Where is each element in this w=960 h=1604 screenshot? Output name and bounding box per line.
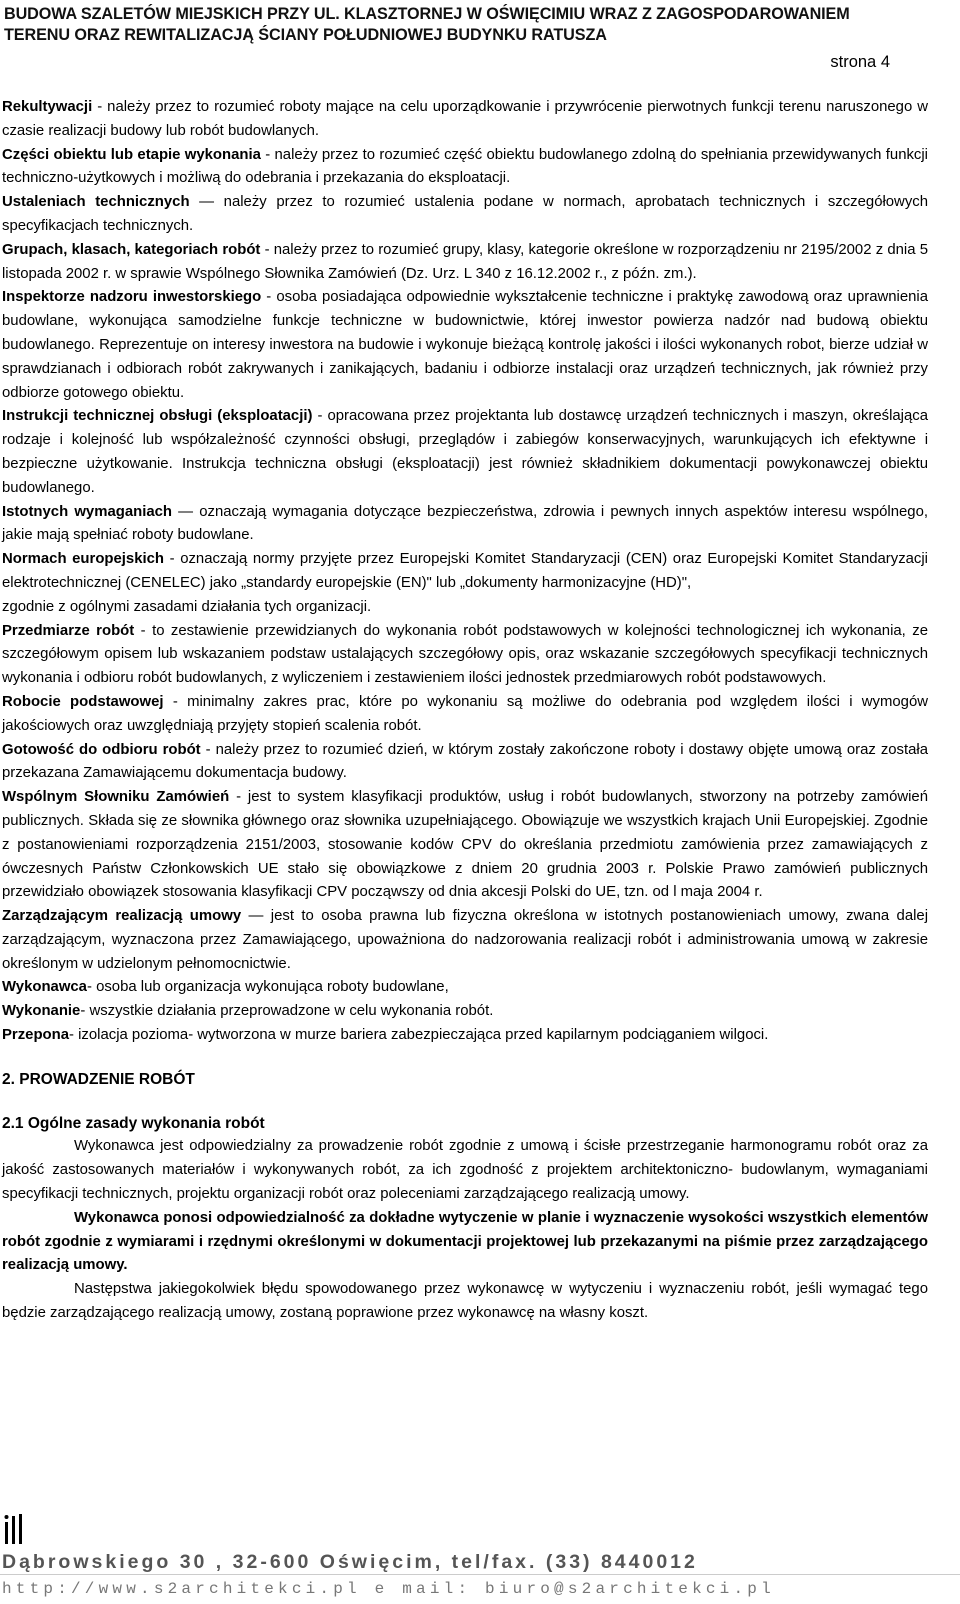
document-header-title [4, 4, 944, 46]
header-title-line2: TERENU ORAZ REWITALIZACJĄ ŚCIANY POŁUDNIOWEJ BUDYNKU RATUSZA [4, 26, 607, 44]
definition-text: - należy przez to rozumieć roboty mające na celu uporządkowanie i przywrócenie pierwotnych funkcji terenu naruszonego w czasie realizacji budowy lub robót budowlanych. [2, 99, 928, 139]
subsection-heading: 2.1 Ogólne zasady wykonania robót [2, 1114, 265, 1132]
definition-term: Części obiektu lub etapie wykonania [2, 146, 261, 163]
definition-text: — należy przez to rozumieć ustalenia podane w normach, aprobatach technicznych i szczegółowych specyfikacjach technicznych. [2, 194, 928, 234]
definition-text: - jest to system klasyfikacji produktów, usług i robót budowlanych, stworzony na potrzeby zamówień publicznych. Składa się ze słownika głównego oraz słownika uzupełniającego. Obowiązuje we wszystkich krajach Unii Europejskiej. Zgodnie z postanowieniami rozporządzenia 2151/2003, stosowanie kodów CPV do określania przedmiotu zamówienia przez zamawiających z ówczesnych Państw Członkowskich UE stało się obowiązkowe z dniem 20 grudnia 2003 r. Polskie Prawo zamówień publicznych przewidziało obowiązek stosowania klasyfikacji CPV począwszy od dnia akcesji Polski do UE, tzn. od l maja 2004 r. [2, 789, 928, 901]
definition-text: - minimalny zakres prac, które po wykonaniu są możliwe do odebrania pod względem ilości i wymogów jakościowych oraz uwzględniają przyjęty stopień scalenia robót. [2, 693, 928, 734]
definition-item [2, 548, 928, 596]
document-body [2, 96, 928, 1326]
definition-text: zgodnie z ogólnymi zasadami działania tych organizacji. [2, 598, 372, 615]
header-title-line1: BUDOWA SZALETÓW MIEJSKICH PRZY UL. KLASZTORNEJ W OŚWIĘCIMIU WRAZ Z ZAGOSPODAROWANIEM [4, 5, 850, 23]
definition-term: Wykonawca [2, 979, 87, 996]
definition-text: - należy przez to rozumieć część obiektu budowlanego zdolną do spełniania przewidywanych funkcji techniczno-użytkowych i możliwą do odebrania i przekazania do eksploatacji. [2, 146, 928, 187]
definition-item [2, 239, 928, 287]
definition-item [2, 96, 928, 144]
definition-term: Przedmiarze robót [2, 622, 135, 639]
page-number: strona 4 [830, 53, 890, 71]
definition-text: - osoba posiadająca odpowiednie wykształcenie techniczne i praktykę zawodową oraz uprawnienia budowlane, wykonująca samodzielne funkcje techniczne w budownictwie, której inwestor powierza nadzór nad budową obiektu budowlanego. Reprezentuje on interesy inwestora na budowie i wykonuje bieżącą kontrolę jakości i ilości wykonanych robot, bierze udział w sprawdzianach i odbiorach robót zakrywanych i zanikających, badaniu i odbiorze instalacji oraz urządzeń technicznych, jak również przy odbiorze gotowego obiektu. [2, 289, 928, 401]
definition-term: Wykonanie [2, 1003, 81, 1020]
definition-item [2, 596, 928, 620]
definition-item [2, 501, 928, 549]
definition-text: - osoba lub organizacja wykonująca roboty budowlane, [86, 979, 449, 996]
definition-item [2, 691, 928, 739]
section-heading: 2. PROWADZENIE ROBÓT [2, 1070, 195, 1088]
definition-term: Ustaleniach technicznych [2, 194, 190, 211]
definition-text: - wszystkie działania przeprowadzone w celu wykonania robót. [80, 1003, 494, 1020]
definitions-list [2, 96, 928, 1048]
company-logo-icon [2, 1512, 28, 1548]
paragraph-2-bold: Wykonawca ponosi odpowiedzialność za dokładne wytyczenie w planie i wyznaczenie wysokości wszystkich elementów robót zgodnie z wymiarami i rzędnymi określonymi w dokumentacji projektowej lub przekazanymi na piśmie przez zarządzającego realizacją umowy. [2, 1209, 928, 1274]
definition-term: Instrukcji technicznej obsługi (eksploatacji) [2, 408, 313, 425]
definition-text: - opracowana przez projektanta lub dostawcę urządzeń technicznych i maszyn, określająca rodzaje i kolejność lub współzależność czynności obsługi, przeglądów i zabiegów konserwacyjnych, warunkujących ich efektywne i bezpieczne użytkowanie. Instrukcja techniczna obsługi (eksploatacji) jest również składnikiem dokumentacji powykonawczej obiektu budowlanego. [2, 408, 928, 496]
definition-text: - to zestawienie przewidzianych do wykonania robót podstawowych w kolejności technologicznej ich wykonania, ze szczegółowym opisem lub wskazaniem podstaw ustalających szczegółowy opis, oraz wskazanie szczegółowych specyfikacji technicznych wykonania i odbioru robót budowlanych, z wyliczeniem i zestawieniem ilości jednostek przedmiarowych robót podstawowych. [2, 622, 928, 687]
definition-item [2, 976, 928, 1000]
definition-text: - izolacja pozioma- wytworzona w murze bariera zabezpieczająca przed kapilarnym podciąganiem wilgoci. [69, 1027, 769, 1044]
definition-item [2, 144, 928, 192]
definition-term: Rekultywacji [2, 99, 93, 115]
definition-text: - należy przez to rozumieć grupy, klasy, kategorie określone w rozporządzeniu nr 2195/2002 z dnia 5 listopada 2002 r. w sprawie Wspólnego Słownika Zamówień (Dz. Urz. L 340 z 16.12.2002 r., z późn. zm.). [2, 241, 928, 282]
footer-address: Dąbrowskiego 30 , 32-600 Oświęcim, tel/fax. (33) 8440012 [2, 1551, 698, 1573]
paragraph-1: Wykonawca jest odpowiedzialny za prowadzenie robót zgodnie z umową i ścisłe przestrzeganie harmonogramu robót oraz za jakość zastosowanych materiałów i wykonywanych robót, za ich zgodność z projektem architektoniczno- budowlanym, wymaganiami specyfikacji technicznych, projektu organizacji robót oraz poleceniami zarządzającego realizacją umowy. [2, 1138, 928, 1203]
definition-text: - oznaczają normy przyjęte przez Europejski Komitet Standaryzacji (CEN) oraz Europejski Komitet Standaryzacji elektrotechnicznej (CENELEC) jako „standardy europejskie (EN)" lub „dokumenty harmonizacyjne (HD)", [2, 551, 928, 591]
definition-term: Zarządzającym realizacją umowy [2, 908, 242, 925]
definition-term: Gotowość do odbioru robót [2, 741, 201, 758]
definition-item [2, 191, 928, 239]
definition-text: — oznaczają wymagania dotyczące bezpieczeństwa, zdrowia i pewnych innych aspektów interesu wspólnego, jakie mają spełniać roboty budowlane. [2, 503, 929, 544]
definition-text: — jest to osoba prawna lub fizyczna określona w istotnych postanowieniach umowy, zwana dalej zarządzającym, wyznaczona przez Zamawiającego, upoważniona do nadzorowania realizacji robót i administrowania umową w zakresie określonym w udzielonym pełnomocnictwie. [2, 908, 928, 972]
definition-term: Robocie podstawowej [2, 693, 164, 710]
definition-item [2, 620, 928, 691]
definition-text: - należy przez to rozumieć dzień, w którym zostały zakończone roboty i dostawy objęte umową oraz została przekazana Zamawiającemu dokumentacja budowy. [2, 741, 928, 782]
paragraph-3: Następstwa jakiegokolwiek błędu spowodowanego przez wykonawcę w wytyczeniu i wyznaczeniu robót, jeśli wymagać tego będzie zarządzającego realizacją umowy, zostaną poprawione przez wykonawcę na własny koszt. [2, 1281, 928, 1322]
definition-term: Grupach, klasach, kategoriach robót [2, 241, 261, 258]
definition-item [2, 405, 928, 500]
definition-item [2, 1024, 928, 1048]
definition-term: Istotnych wymaganiach [2, 503, 173, 520]
footer-web-email: http://www.s2architekci.pl e mail: biuro@s2architekci.pl [2, 1580, 775, 1598]
footer-divider [0, 1574, 960, 1575]
definition-item [2, 905, 928, 976]
definition-item [2, 286, 928, 405]
definition-term: Normach europejskich [2, 551, 165, 568]
definition-term: Przepona [2, 1027, 70, 1044]
definition-term: Wspólnym Słowniku Zamówień [2, 789, 230, 806]
definition-term: Inspektorze nadzoru inwestorskiego [2, 289, 262, 306]
definition-item [2, 1000, 928, 1024]
definition-item [2, 786, 928, 905]
definition-item [2, 739, 928, 787]
